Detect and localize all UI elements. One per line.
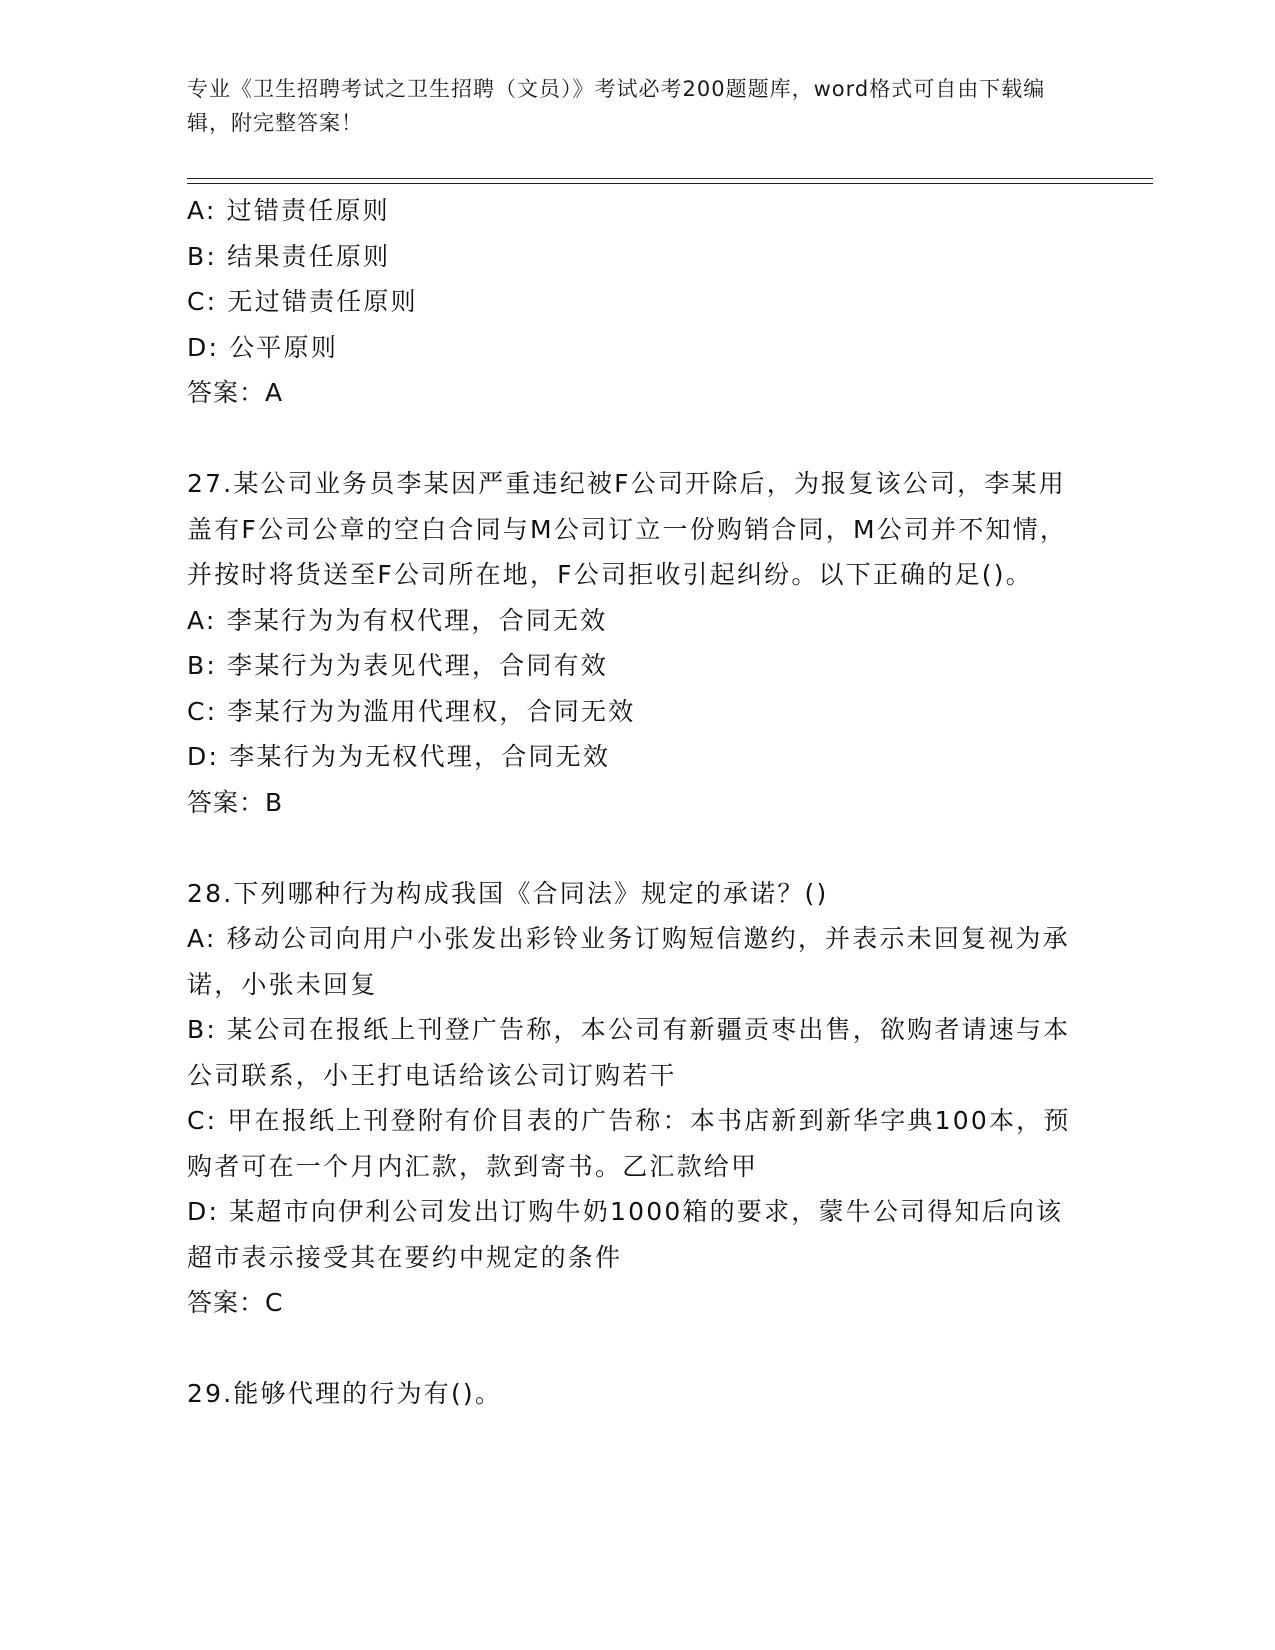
q27-option-b: B: 李某行为为表见代理，合同有效 [187, 651, 608, 680]
q27-option-d: D: 李某行为为无权代理，合同无效 [187, 742, 611, 771]
q29-stem: 29.能够代理的行为有()。 [187, 1379, 503, 1408]
q28-option-b: B: 某公司在报纸上刊登广告称，本公司有新疆贡枣出售，欲购者请速与本公司联系，小王打电话给该公司订购若干 [187, 1015, 1071, 1090]
question-28-block [187, 871, 1087, 1326]
q27-option-a: A: 李某行为为有权代理，合同无效 [187, 605, 608, 635]
question-29-block [187, 1371, 1087, 1417]
q27-option-c: C: 李某行为为滥用代理权，合同无效 [187, 696, 636, 726]
q26-option-b: B: 结果责任原则 [187, 241, 391, 271]
q28-stem: 28.下列哪种行为构成我国《合同法》规定的承诺？() [187, 878, 829, 908]
q27-answer: 答案：B [187, 787, 284, 817]
q28-option-d: D: 某超市向伊利公司发出订购牛奶1000箱的要求，蒙牛公司得知后向该超市表示接受其在要约中规定的条件 [187, 1197, 1064, 1272]
q28-option-c: C: 甲在报纸上刊登附有价目表的广告称：本书店新到新华字典100本，预购者可在一个月内汇款，款到寄书。乙汇款给甲 [187, 1106, 1071, 1181]
document-header: 专业《卫生招聘考试之卫生招聘（文员）》考试必考200题题库，word格式可自由下载编辑，附完整答案！ [187, 77, 1046, 135]
question-26-block [187, 188, 1087, 416]
q28-option-a: A: 移动公司向用户小张发出彩铃业务订购短信邀约，并表示未回复视为承诺，小张未回复 [187, 924, 1070, 999]
q28-answer: 答案：C [187, 1288, 284, 1317]
q26-option-d: D: 公平原则 [187, 332, 339, 362]
header-divider-top [187, 178, 1153, 179]
header-divider-bottom [187, 183, 1153, 184]
question-27-block [187, 461, 1087, 825]
q26-option-c: C: 无过错责任原则 [187, 287, 418, 316]
q27-stem: 27.某公司业务员李某因严重违纪被F公司开除后，为报复该公司，李某用盖有F公司公章的空白合同与M公司订立一份购销合同，M公司并不知情，并按时将货送至F公司所在地，F公司拒收引起纠纷。以下正确的足()。 [187, 469, 1068, 589]
q26-option-a: A: 过错责任原则 [187, 196, 390, 225]
q26-answer: 答案：A [187, 378, 284, 407]
question-body [187, 188, 1087, 1417]
